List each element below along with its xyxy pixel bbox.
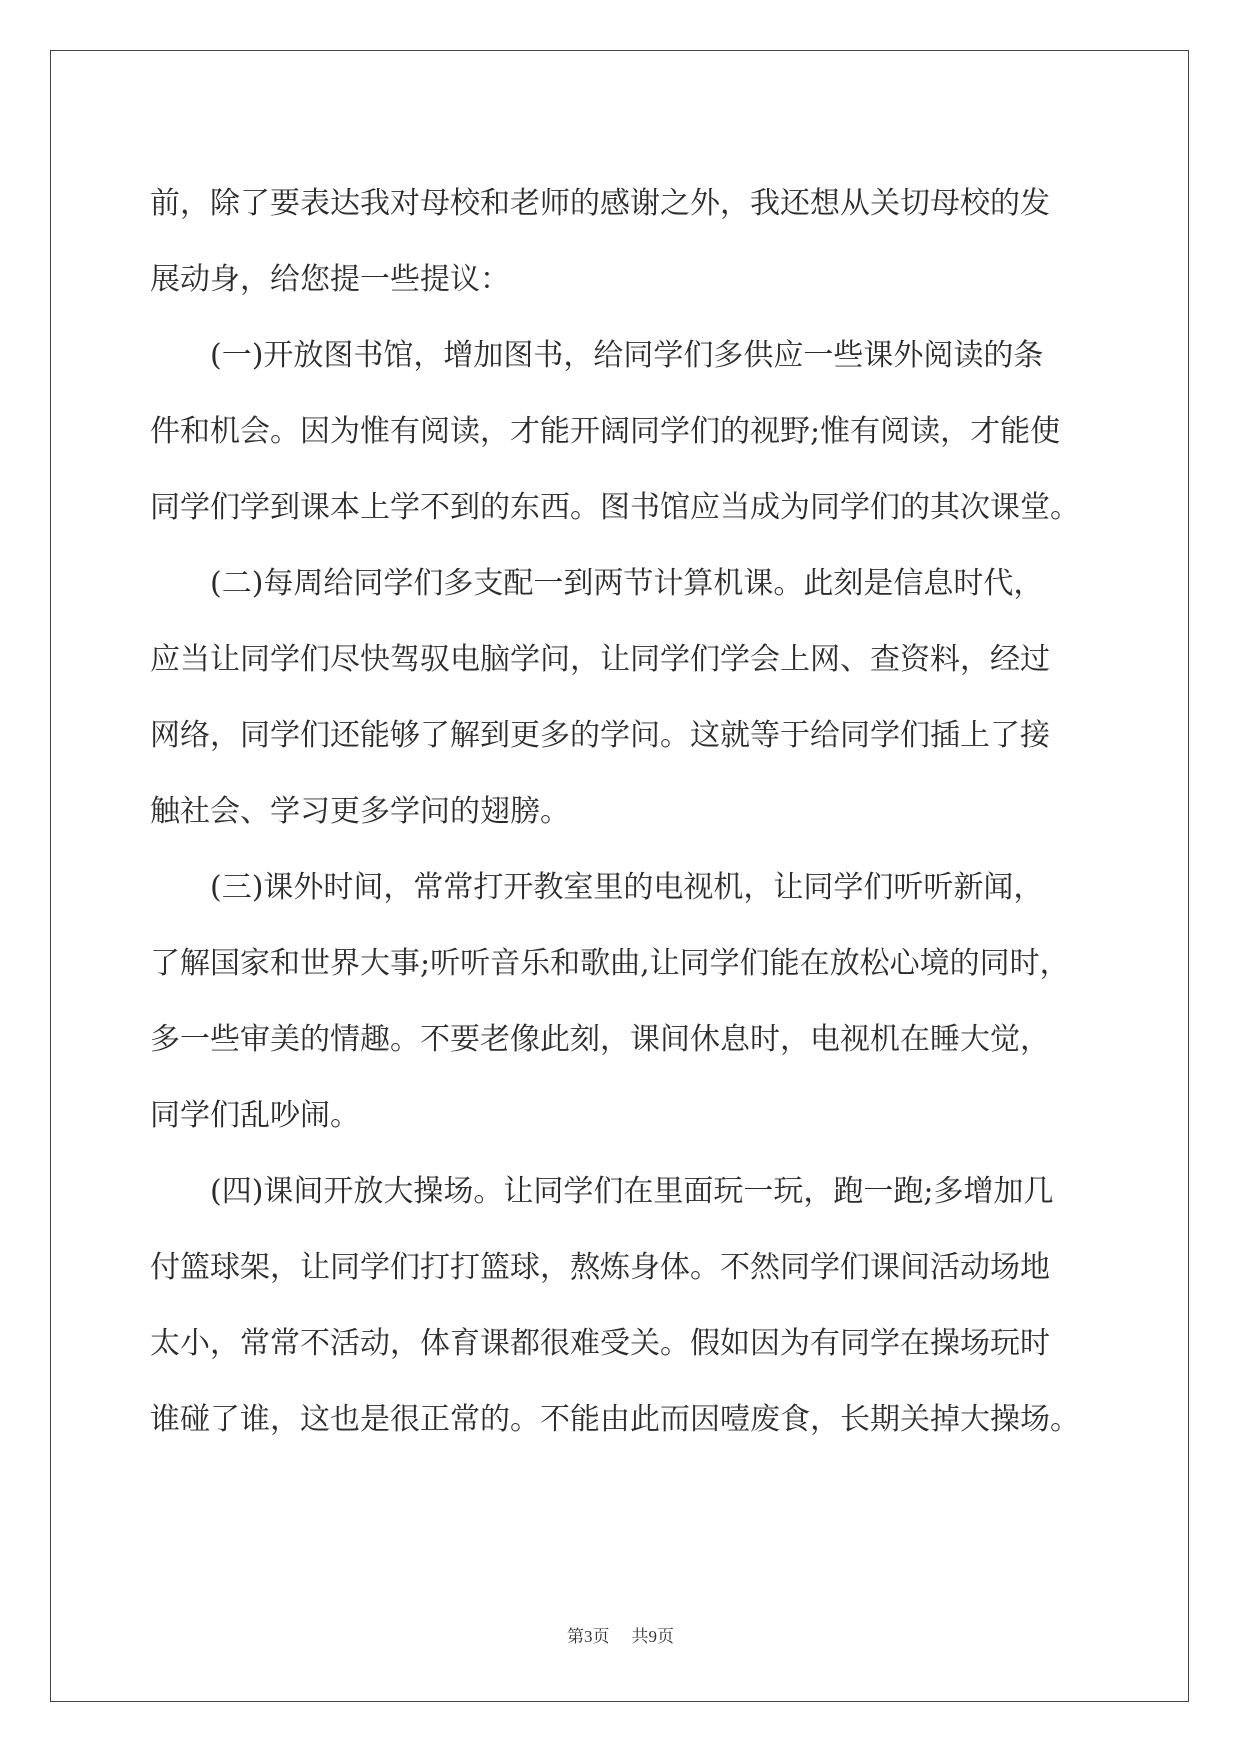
page-number: 第3页 xyxy=(567,1627,610,1646)
text-line: 同学们学到课本上学不到的东西。图书馆应当成为同学们的其次课堂。 xyxy=(150,490,1080,525)
page-footer xyxy=(0,1622,1241,1647)
text-line: 付篮球架，让同学们打打篮球，熬炼身体。不然同学们课间活动场地 xyxy=(150,1250,1050,1285)
page-total: 共9页 xyxy=(631,1627,674,1646)
text-line: 应当让同学们尽快驾驭电脑学问，让同学们学会上网、查资料，经过 xyxy=(150,642,1050,677)
text-line: 前，除了要表达我对母校和老师的感谢之外，我还想从关切母校的发 xyxy=(150,186,1050,221)
text-line: 触社会、学习更多学问的翅膀。 xyxy=(150,794,570,829)
text-line: (四)课间开放大操场。让同学们在里面玩一玩，跑一跑;多增加几 xyxy=(210,1174,1054,1209)
text-line: 谁碰了谁，这也是很正常的。不能由此而因噎废食，长期关掉大操场。 xyxy=(150,1402,1080,1437)
text-line: 太小，常常不活动，体育课都很难受关。假如因为有同学在操场玩时 xyxy=(150,1326,1050,1361)
text-line: 件和机会。因为惟有阅读，才能开阔同学们的视野;惟有阅读，才能使 xyxy=(150,414,1061,449)
document-body xyxy=(150,166,1110,1458)
text-line: 多一些审美的情趣。不要老像此刻，课间休息时，电视机在睡大觉， xyxy=(150,1022,1050,1057)
text-line: 了解国家和世界大事;听听音乐和歌曲,让同学们能在放松心境的同时， xyxy=(150,946,1070,981)
text-line: (一)开放图书馆，增加图书，给同学们多供应一些课外阅读的条 xyxy=(210,338,1044,373)
text-line: 同学们乱吵闹。 xyxy=(150,1098,360,1133)
text-line: (三)课外时间，常常打开教室里的电视机，让同学们听听新闻， xyxy=(210,870,1044,905)
text-line: (二)每周给同学们多支配一到两节计算机课。此刻是信息时代， xyxy=(210,566,1044,601)
text-line: 网络，同学们还能够了解到更多的学问。这就等于给同学们插上了接 xyxy=(150,718,1050,753)
text-line: 展动身，给您提一些提议： xyxy=(150,262,510,297)
